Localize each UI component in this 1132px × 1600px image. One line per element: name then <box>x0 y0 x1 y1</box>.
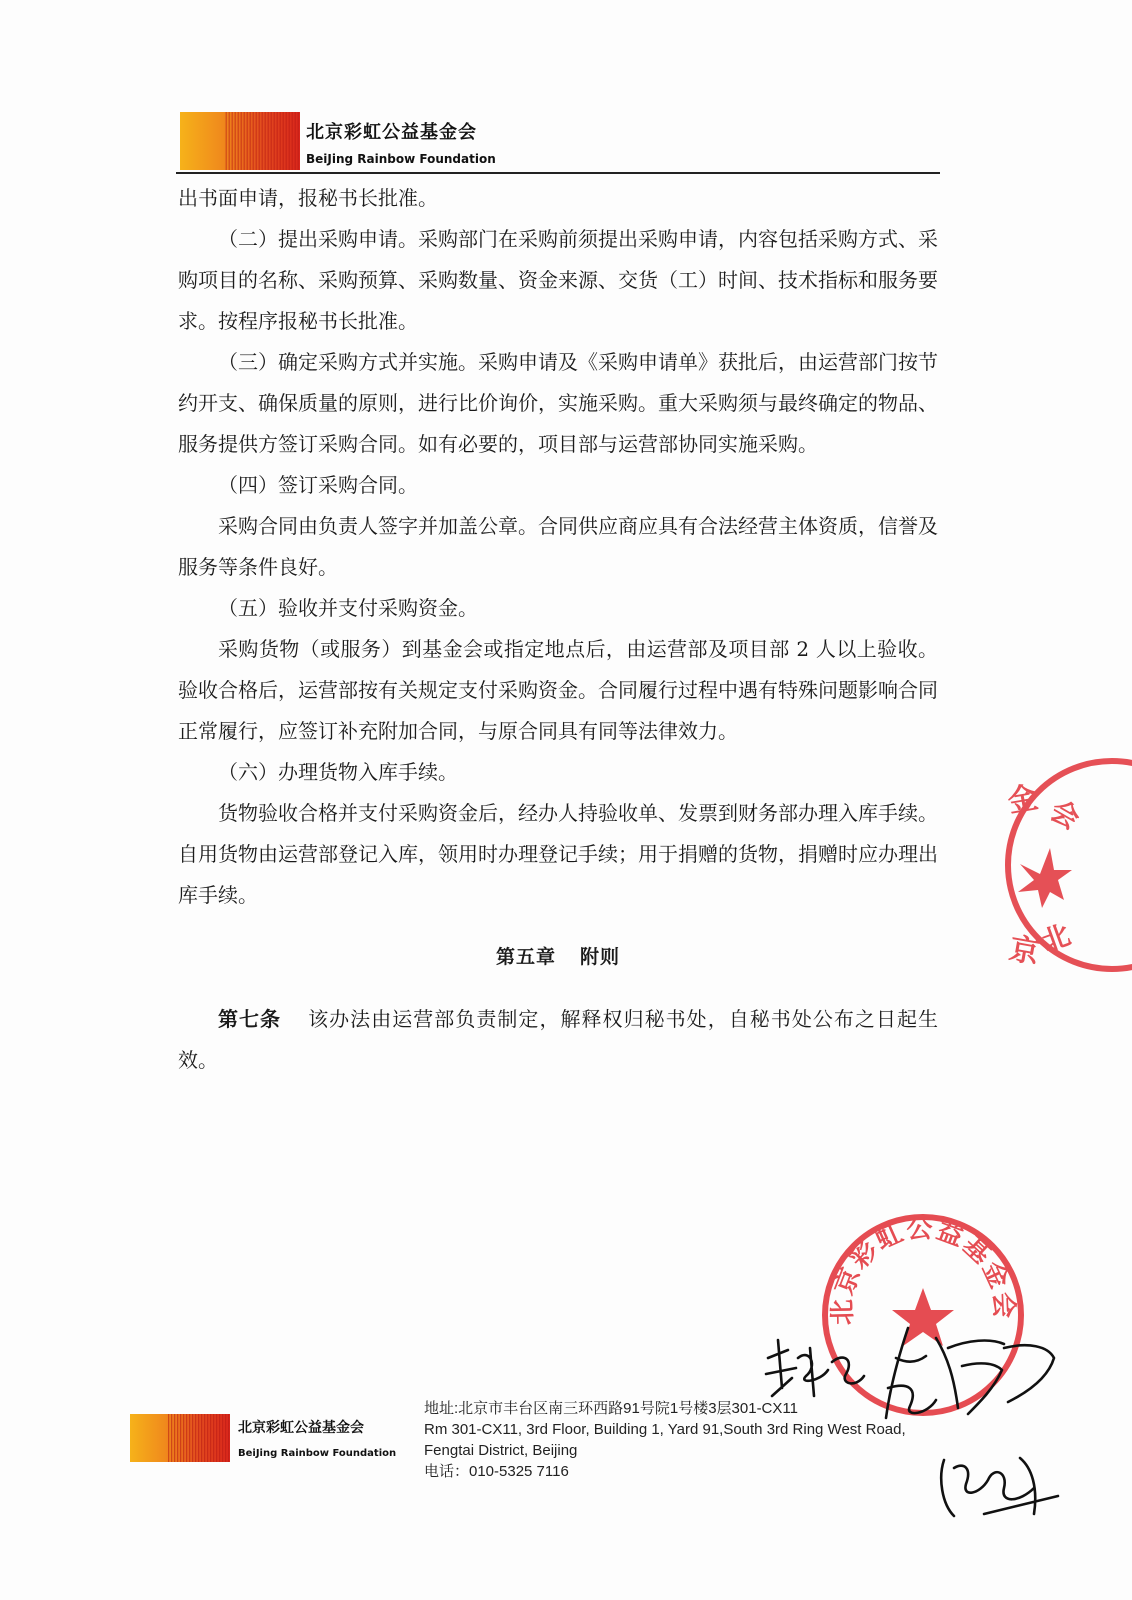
svg-text:京: 京 <box>1006 931 1043 972</box>
header-org-name-en: BeiJing Rainbow Foundation <box>306 152 496 166</box>
footer-address-en-line1: Rm 301-CX11, 3rd Floor, Building 1, Yard 91,South 3rd Ring West Road, <box>424 1421 906 1438</box>
header-org-name-cn: 北京彩虹公益基金会 <box>306 122 477 143</box>
svg-text:会: 会 <box>1044 793 1086 837</box>
footer-phone: 电话：010-5325 7116 <box>424 1463 569 1480</box>
footer-contact-info <box>424 1398 906 1482</box>
paragraph-warehouse: 货物验收合格并支付采购资金后，经办人持验收单、发票到财务部办理入库手续。自用货物由运营部登记入库，领用时办理登记手续；用于捐赠的货物，捐赠时应办理出库手续。 <box>178 801 938 907</box>
chapter-heading <box>178 937 938 978</box>
svg-text:北京彩虹公益基金会: 北京彩虹公益基金会 <box>827 1214 1019 1326</box>
paragraph-acceptance: 采购货物（或服务）到基金会或指定地点后，由运营部及项目部 2 人以上验收。验收合格后，运营部按有关规定支付采购资金。合同履行过程中遇有特殊问题影响合同正常履行，应签订补充附加合同，与原合同具有同等法律效力。 <box>178 637 938 743</box>
svg-text:金: 金 <box>1005 780 1041 820</box>
footer-address-cn: 地址:北京市丰台区南三环西路91号院1号楼3层301-CX11 <box>424 1400 798 1417</box>
paragraph-purchase-method: （三）确定采购方式并实施。采购申请及《采购申请单》获批后，由运营部门按节约开支、确保质量的原则，进行比价询价，实施采购。重大采购须与最终确定的物品、服务提供方签订采购合同。如有必要的，项目部与运营部协同实施采购。 <box>178 350 938 456</box>
article-seven <box>178 999 938 1081</box>
article-label: 第七条 <box>218 1007 282 1031</box>
footer-org-name-cn: 北京彩虹公益基金会 <box>238 1420 364 1436</box>
paragraph-continuation: 出书面申请，报秘书长批准。 <box>178 186 438 210</box>
paragraph-acceptance-heading: （五）验收并支付采购资金。 <box>218 596 478 620</box>
foundation-logo <box>180 112 300 170</box>
paragraph-warehouse-heading: （六）办理货物入库手续。 <box>218 760 458 784</box>
paragraph-sign-contract-heading: （四）签订采购合同。 <box>218 473 418 497</box>
chapter-number: 第五章 <box>495 946 556 968</box>
paragraph-purchase-application: （二）提出采购申请。采购部门在采购前须提出采购申请，内容包括采购方式、采购项目的名称、采购预算、采购数量、资金来源、交货（工）时间、技术指标和服务要求。按程序报秘书长批准。 <box>178 227 938 333</box>
document-body <box>178 178 938 1081</box>
footer-org-name-en: BeiJing Rainbow Foundation <box>238 1448 397 1459</box>
paragraph-sign-contract: 采购合同由负责人签字并加盖公章。合同供应商应具有合法经营主体资质，信誉及服务等条件良好。 <box>178 514 938 579</box>
chapter-title: 附则 <box>580 946 621 968</box>
footer-address-en-line2: Fengtai District, Beijing <box>424 1442 578 1459</box>
footer-foundation-logo <box>130 1414 230 1462</box>
edge-seal <box>1000 752 1132 978</box>
svg-text:北: 北 <box>1037 917 1075 959</box>
article-text: 该办法由运营部负责制定，解释权归秘书处，自秘书处公布之日起生效。 <box>178 1007 939 1072</box>
header-rule <box>176 172 940 174</box>
